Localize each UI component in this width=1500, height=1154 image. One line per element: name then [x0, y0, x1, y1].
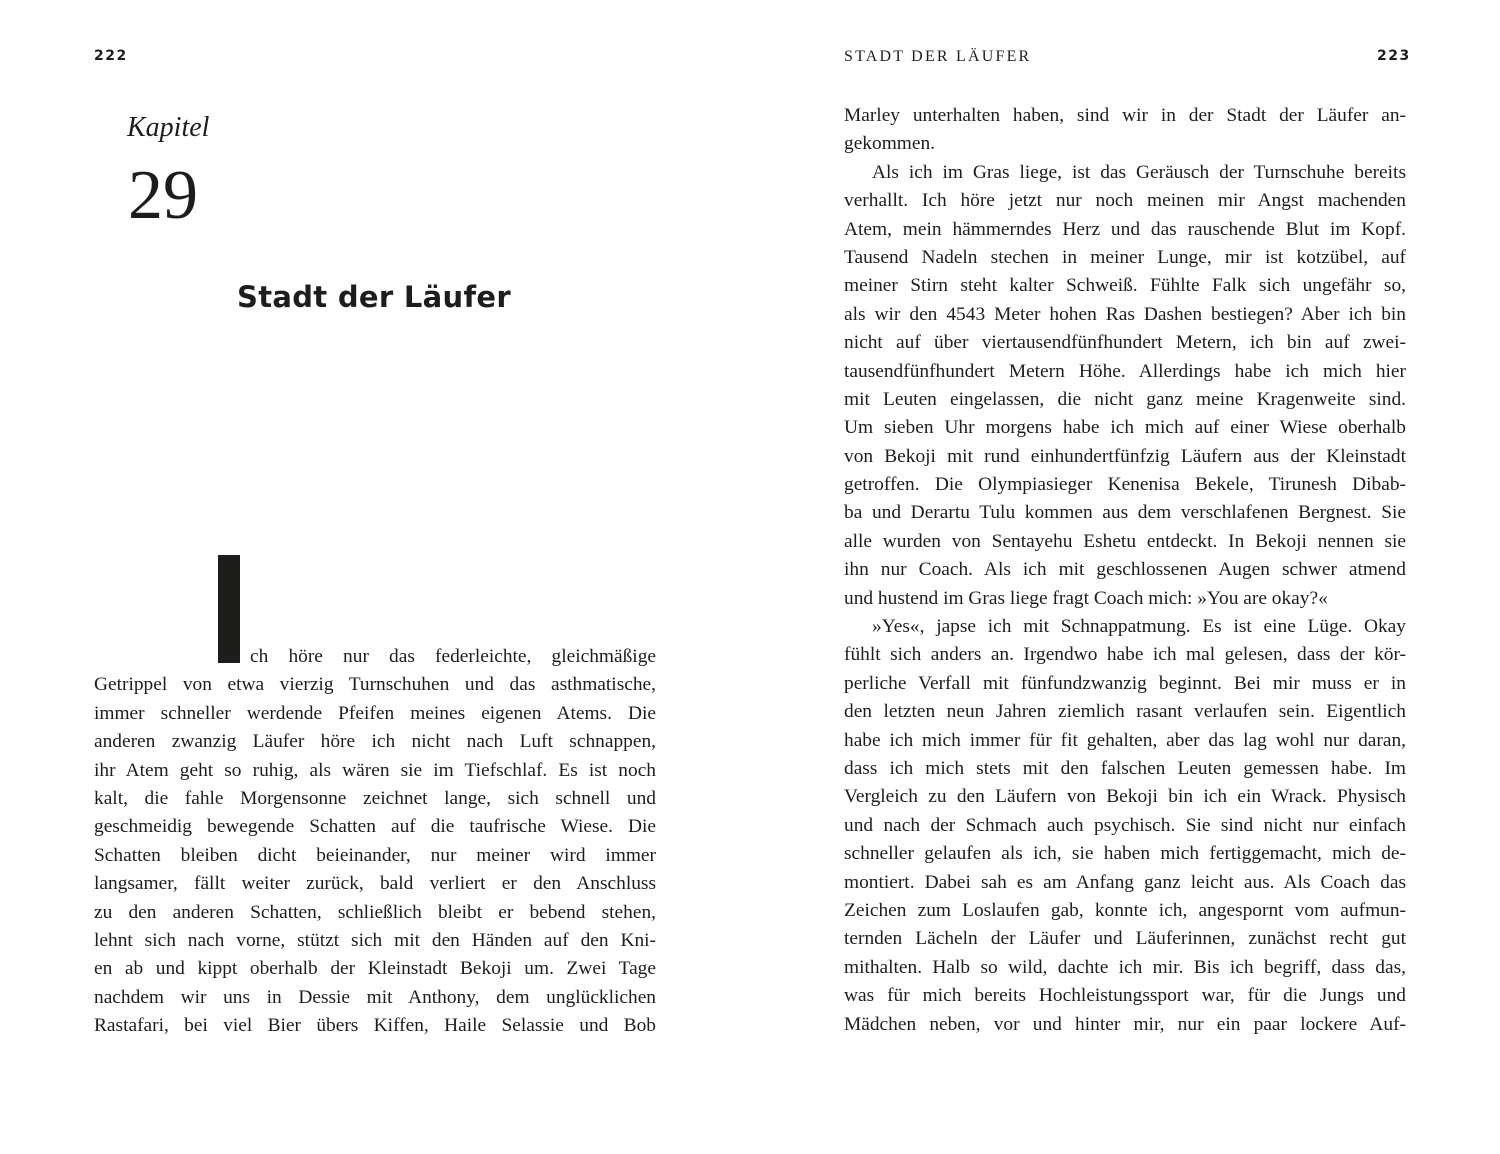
text-line: getroffen. Die Olympiasieger Kenenisa Bekele, Tirunesh Dibab-: [844, 474, 1406, 496]
text-line: langsamer, fällt weiter zurück, bald verliert er den Anschluss: [94, 873, 656, 895]
text-line: Um sieben Uhr morgens habe ich mich auf einer Wiese oberhalb: [844, 417, 1406, 439]
text-line: en ab und kippt oberhalb der Kleinstadt Bekoji um. Zwei Tage: [94, 958, 656, 980]
running-head: STADT DER LÄUFER: [844, 48, 1032, 65]
text-line: Mädchen neben, vor und hinter mir, nur ein paar lockere Auf-: [844, 1013, 1406, 1035]
text-line: alle wurden von Sentayehu Eshetu entdeckt. In Bekoji nennen sie: [844, 530, 1406, 552]
text-line: gekommen.: [844, 133, 936, 155]
text-line: was für mich bereits Hochleistungssport war, für die Jungs und: [844, 985, 1406, 1007]
right-page: [750, 0, 1500, 1154]
text-line: als wir den 4543 Meter hohen Ras Dashen bestiegen? Aber ich bin: [844, 303, 1406, 325]
text-line: Getrippel von etwa vierzig Turnschuhen und das asthmatische,: [94, 674, 656, 696]
body-text: [844, 102, 1406, 1039]
page-number: 222: [94, 48, 128, 64]
text-line: mit Leuten eingelassen, die nicht ganz meine Kragenweite sind.: [844, 388, 1406, 410]
text-line: Vergleich zu den Läufern von Bekoji bin ich ein Wrack. Physisch: [844, 786, 1406, 808]
text-line: Tausend Nadeln stechen in meiner Lunge, mir ist kotzübel, auf: [844, 246, 1406, 268]
text-line: geschmeidig bewegende Schatten auf die taufrische Wiese. Die: [94, 816, 656, 838]
text-line: kalt, die fahle Morgensonne zeichnet lange, sich schnell und: [94, 787, 656, 809]
text-line: perliche Verfall mit fünfundzwanzig beginnt. Bei mir muss er in: [844, 672, 1406, 694]
text-line: Als ich im Gras liege, ist das Geräusch der Turnschuhe bereits: [872, 161, 1406, 183]
text-line: ba und Derartu Tulu kommen aus dem verschlafenen Bergnest. Sie: [844, 502, 1406, 524]
text-line: von Bekoji mit rund einhundertfünfzig Läufern aus der Kleinstadt: [844, 445, 1406, 467]
text-line: Schatten bleiben dicht beieinander, nur meiner wird immer: [94, 844, 656, 866]
text-line: habe ich mich immer für fit gehalten, aber das lag wohl nur daran,: [844, 729, 1406, 751]
text-line: Rastafari, bei viel Bier übers Kiffen, Haile Selassie und Bob: [94, 1015, 656, 1037]
body-text: [94, 643, 656, 1040]
text-line: ch höre nur das federleichte, gleichmäßige: [250, 646, 656, 667]
text-line: ihn nur Coach. Als ich mit geschlossenen Augen schwer atmend: [844, 559, 1406, 581]
text-line: ternden Lächeln der Läufer und Läuferinnen, zunächst recht gut: [844, 928, 1406, 950]
text-line: schneller gelaufen als ich, sie haben mich fertiggemacht, mich de-: [844, 843, 1406, 865]
text-line: ihr Atem geht so ruhig, als wären sie im Tiefschlaf. Es ist noch: [94, 759, 656, 781]
chapter-title: Stadt der Läufer: [237, 280, 511, 314]
text-line: Marley unterhalten haben, sind wir in der Stadt der Läufer an-: [844, 105, 1406, 126]
text-line: lehnt sich nach vorne, stützt sich mit den Händen auf den Kni-: [94, 929, 656, 951]
chapter-number: 29: [128, 157, 198, 234]
text-line: Atem, mein hämmerndes Herz und das rauschende Blut im Kopf.: [844, 218, 1406, 240]
text-line: den letzten neun Jahren ziemlich rasant verlaufen sein. Eigentlich: [844, 701, 1406, 723]
text-line: anderen zwanzig Läufer höre ich nicht nach Luft schnappen,: [94, 731, 656, 753]
text-line: montiert. Dabei sah es am Anfang ganz leicht aus. Als Coach das: [844, 871, 1406, 893]
text-line: mithalten. Halb so wild, dachte ich mir. Bis ich begriff, dass das,: [844, 956, 1406, 978]
page-number: 223: [1377, 48, 1411, 64]
text-line: fühlt sich anders an. Irgendwo habe ich mal gelesen, dass der kör-: [844, 644, 1406, 666]
chapter-label: Kapitel: [127, 112, 210, 143]
text-line: zu den anderen Schatten, schließlich bleibt er bebend stehen,: [94, 901, 656, 923]
text-line: tausendfünfhundert Metern Höhe. Allerdings habe ich mich hier: [844, 360, 1406, 382]
text-line: »Yes«, japse ich mit Schnappatmung. Es ist eine Lüge. Okay: [872, 616, 1406, 638]
text-line: nicht auf über viertausendfünfhundert Metern, ich bin auf zwei-: [844, 332, 1406, 354]
text-line: meiner Stirn steht kalter Schweiß. Fühlte Falk sich ungefähr so,: [844, 275, 1406, 297]
text-line: verhallt. Ich höre jetzt nur noch meinen mir Angst machenden: [844, 190, 1406, 212]
text-line: Zeichen zum Loslaufen gab, konnte ich, angespornt vom aufmun-: [844, 899, 1406, 921]
text-line: dass ich mich stets mit den falschen Leuten gemessen habe. Im: [844, 757, 1406, 779]
text-line: und hustend im Gras liege fragt Coach mich: »You are okay?«: [844, 587, 1328, 609]
text-line: nachdem wir uns in Dessie mit Anthony, dem unglücklichen: [94, 986, 656, 1008]
text-line: und nach der Schmach auch psychisch. Sie sind nicht nur einfach: [844, 814, 1406, 836]
text-line: immer schneller werdende Pfeifen meines eigenen Atems. Die: [94, 702, 656, 724]
